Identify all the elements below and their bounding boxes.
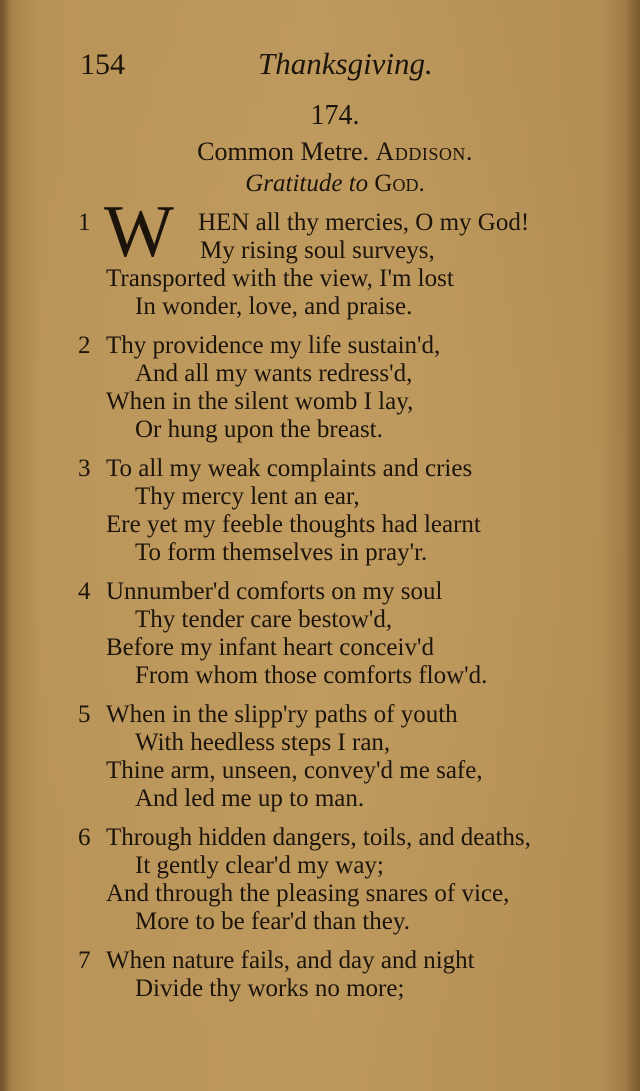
running-head: Thanksgiving. xyxy=(258,46,433,81)
verse-number: 6 xyxy=(78,824,91,851)
hymn-author: Addison. xyxy=(375,137,473,166)
verse-line: Thy mercy lent an ear, xyxy=(135,483,360,510)
verse-number: 7 xyxy=(78,947,91,974)
verse-number: 5 xyxy=(78,701,91,728)
verse-number: 3 xyxy=(78,455,91,482)
verse-line: With heedless steps I ran, xyxy=(135,729,391,756)
verse-line: Thy providence my life sustain'd, xyxy=(106,332,441,359)
hymn-metre-line xyxy=(0,137,640,167)
verse-line: HEN all thy mercies, O my God! xyxy=(198,209,530,236)
hymn-title-line xyxy=(0,170,640,198)
verse-line: And led me up to man. xyxy=(135,785,365,812)
verse-line: To all my weak complaints and cries xyxy=(106,455,473,482)
verse-line: My rising soul surveys, xyxy=(200,237,435,264)
hymn-metre: Common Metre. xyxy=(197,137,370,166)
verse-line: And through the pleasing snares of vice, xyxy=(106,880,510,907)
verse-line: When nature fails, and day and night xyxy=(106,947,475,974)
page-number: 154 xyxy=(80,48,125,81)
verse-line: When in the slipp'ry paths of youth xyxy=(106,701,458,728)
drop-cap: W xyxy=(104,191,174,273)
verse-line: Divide thy works no more; xyxy=(135,975,405,1002)
verse-line: Transported with the view, I'm lost xyxy=(106,265,454,292)
verse-line: When in the silent womb I lay, xyxy=(106,388,414,415)
verse-line: From whom those comforts flow'd. xyxy=(135,662,488,689)
verse-line: In wonder, love, and praise. xyxy=(135,293,413,320)
verse-line: Ere yet my feeble thoughts had learnt xyxy=(106,511,481,538)
hymn-number: 174. xyxy=(310,100,360,131)
verse-line: And all my wants redress'd, xyxy=(135,360,413,387)
hymn-title-name: God. xyxy=(374,170,425,197)
verse-line: Unnumber'd comforts on my soul xyxy=(106,578,443,605)
hymn-title-prefix: Gratitude to xyxy=(245,170,369,197)
verse-line: Before my infant heart conceiv'd xyxy=(106,634,434,661)
verse-line: More to be fear'd than they. xyxy=(135,908,410,935)
verse-line: It gently clear'd my way; xyxy=(135,852,384,879)
verse-line: Thy tender care bestow'd, xyxy=(135,606,393,633)
verse-line: Or hung upon the breast. xyxy=(135,416,383,443)
verse-number: 2 xyxy=(78,332,91,359)
verse-number: 4 xyxy=(78,578,91,605)
verse-number: 1 xyxy=(78,209,91,236)
verse-line: Through hidden dangers, toils, and deaths, xyxy=(106,824,531,851)
verse-line: Thine arm, unseen, convey'd me safe, xyxy=(106,757,483,784)
verse-line: To form themselves in pray'r. xyxy=(135,539,428,566)
